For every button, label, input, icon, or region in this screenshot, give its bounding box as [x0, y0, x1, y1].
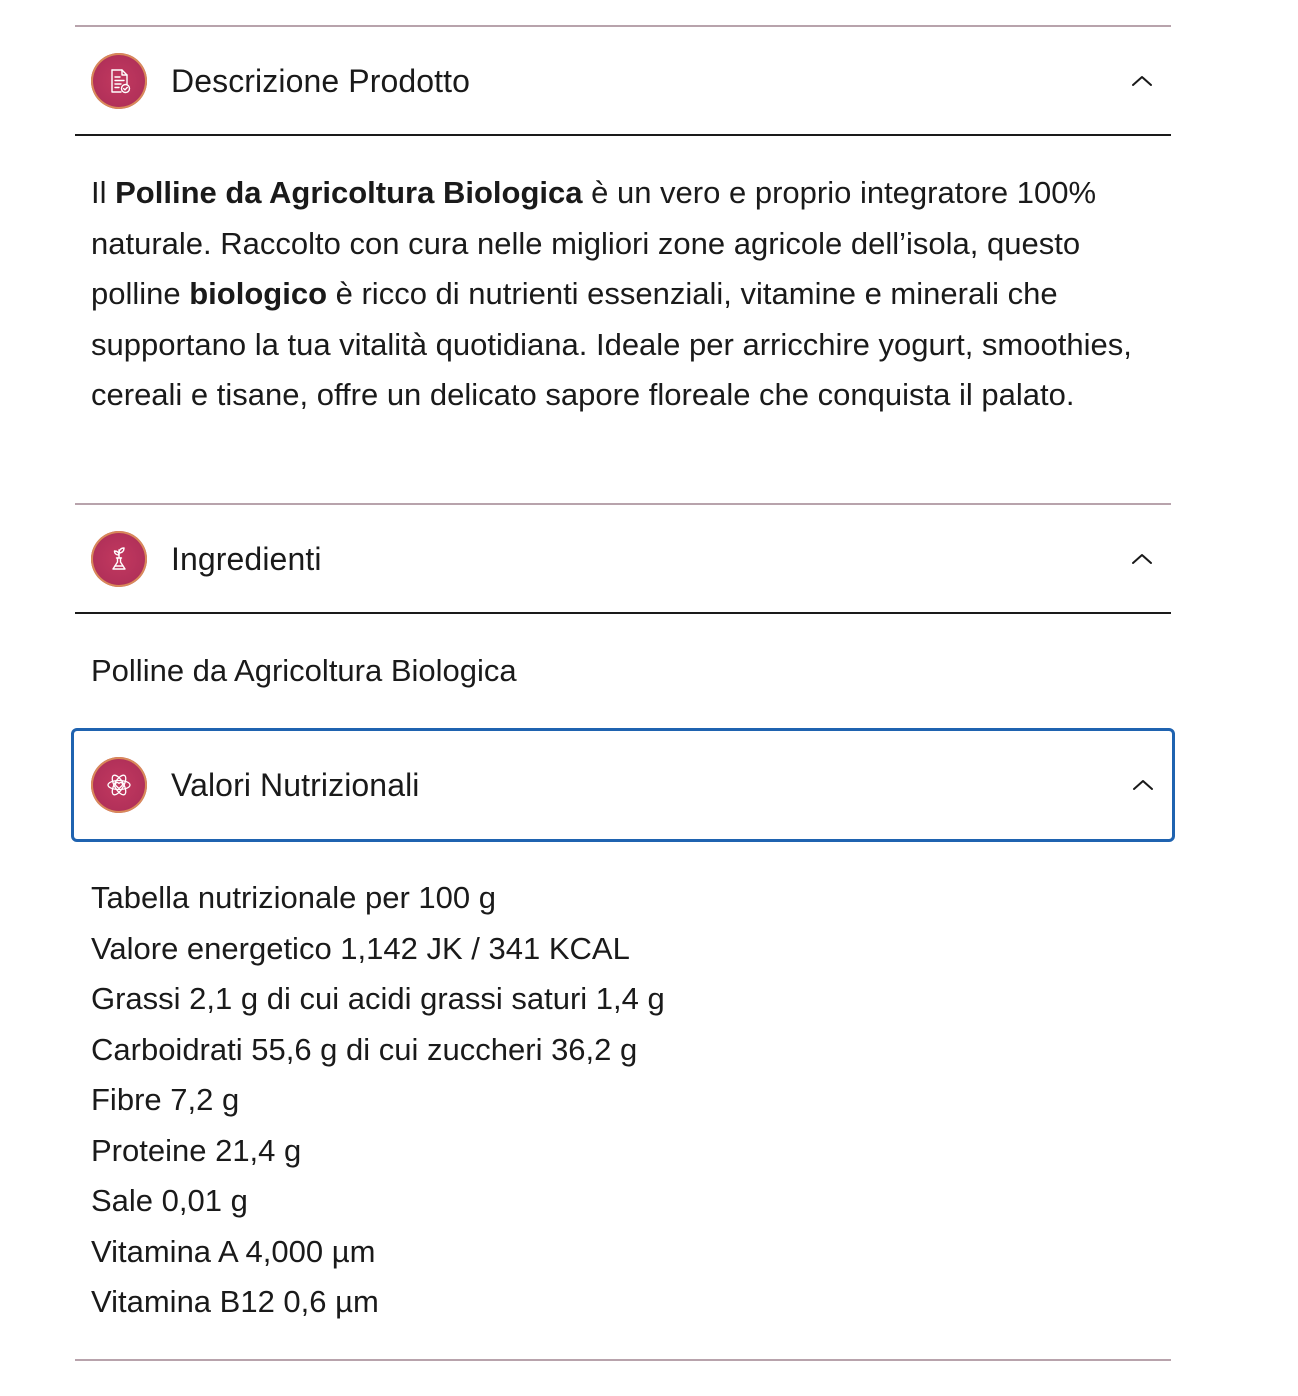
section-divider	[75, 1359, 1171, 1361]
description-text: è ricco di nutrienti essenziali, vitamine e minerali che supportano la tua vitalità quotidiana. Ideale per arricchire yogurt, smoothies, cereali e tisane, offre un delicato sapore floreale che conquista il palato.	[91, 276, 1132, 412]
accordion-panel-valori	[91, 873, 1163, 1328]
atom-heart-icon	[91, 757, 147, 813]
nutrition-row: Valore energetico 1,142 JK / 341 KCAL	[91, 930, 630, 966]
ingredients-text: Polline da Agricoltura Biologica	[91, 653, 517, 688]
biologico-bold: biologico	[189, 276, 328, 311]
accordion-header-valori[interactable]	[71, 728, 1175, 842]
nutrition-row: Vitamina A 4,000 µm	[91, 1233, 376, 1269]
nutrition-row: Carboidrati 55,6 g di cui zuccheri 36,2 g	[91, 1031, 638, 1067]
accordion-title: Valori Nutrizionali	[171, 766, 420, 803]
header-underline	[75, 134, 1171, 136]
description-text: è un vero e proprio integratore 100% naturale. Raccolto con cura nelle migliori zone agricole dell’isola, questo polline	[91, 175, 1097, 311]
accordion-header-ingredienti[interactable]	[75, 505, 1171, 613]
nutrition-row: Vitamina B12 0,6 µm	[91, 1284, 379, 1319]
nutrition-row: Fibre 7,2 g	[91, 1082, 240, 1117]
product-name-bold: Polline da Agricoltura Biologica	[115, 175, 583, 210]
plant-flask-icon	[91, 531, 147, 587]
accordion-header-descrizione[interactable]	[75, 27, 1171, 135]
accordion-panel-ingredienti	[91, 646, 1163, 697]
accordion-title: Descrizione Prodotto	[171, 62, 471, 99]
chevron-up-icon	[1131, 70, 1153, 92]
nutrition-row: Sale 0,01 g	[91, 1183, 248, 1218]
description-text: Il	[91, 175, 116, 210]
document-check-icon	[91, 53, 147, 109]
accordion-panel-descrizione	[91, 168, 1163, 421]
accordion-title: Ingredienti	[171, 540, 322, 577]
nutrition-row: Grassi 2,1 g di cui acidi grassi saturi 1,4 g	[91, 981, 665, 1016]
chevron-up-icon	[1132, 774, 1154, 796]
chevron-up-icon	[1131, 548, 1153, 570]
nutrition-row: Tabella nutrizionale per 100 g	[91, 880, 496, 915]
nutrition-row: Proteine 21,4 g	[91, 1132, 302, 1168]
header-underline	[75, 612, 1171, 614]
